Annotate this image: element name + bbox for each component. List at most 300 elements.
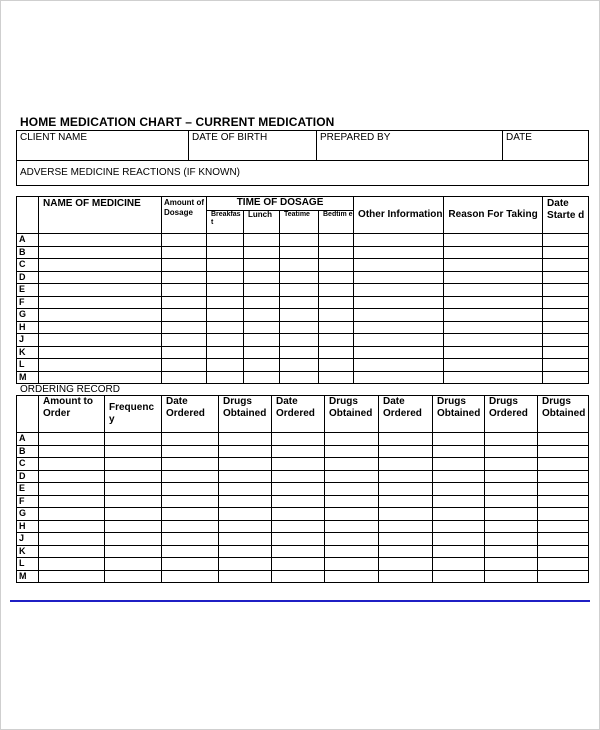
entry-cell[interactable] xyxy=(280,234,319,247)
entry-cell[interactable] xyxy=(444,309,543,322)
entry-cell[interactable] xyxy=(162,284,207,297)
entry-cell[interactable] xyxy=(379,470,433,483)
entry-cell[interactable] xyxy=(272,445,325,458)
entry-cell[interactable] xyxy=(219,520,272,533)
date-ordered-header: Date Ordered xyxy=(272,396,325,433)
entry-cell[interactable] xyxy=(444,346,543,359)
entry-cell[interactable] xyxy=(219,483,272,496)
entry-cell[interactable] xyxy=(272,470,325,483)
table-row xyxy=(17,321,589,334)
entry-cell[interactable] xyxy=(39,445,105,458)
entry-cell[interactable] xyxy=(162,321,207,334)
date-of-birth-label: DATE OF BIRTH xyxy=(192,132,268,143)
entry-cell[interactable] xyxy=(280,271,319,284)
entry-cell[interactable] xyxy=(272,495,325,508)
row-letter: D xyxy=(17,470,39,483)
entry-cell[interactable] xyxy=(105,520,162,533)
row-letter: A xyxy=(17,234,39,247)
entry-cell[interactable] xyxy=(485,533,538,546)
entry-cell[interactable] xyxy=(379,458,433,471)
table-row xyxy=(17,570,589,583)
entry-cell[interactable] xyxy=(379,520,433,533)
table-row xyxy=(17,445,589,458)
client-name-field[interactable] xyxy=(17,131,189,161)
row-letter: D xyxy=(17,271,39,284)
entry-cell[interactable] xyxy=(105,570,162,583)
entry-cell[interactable] xyxy=(354,259,444,272)
entry-cell[interactable] xyxy=(543,359,589,372)
entry-cell[interactable] xyxy=(162,296,207,309)
entry-cell[interactable] xyxy=(538,458,589,471)
entry-cell[interactable] xyxy=(207,234,244,247)
entry-cell[interactable] xyxy=(39,359,162,372)
entry-cell[interactable] xyxy=(485,545,538,558)
entry-cell[interactable] xyxy=(319,359,354,372)
entry-cell[interactable] xyxy=(162,508,219,521)
entry-cell[interactable] xyxy=(379,508,433,521)
entry-cell[interactable] xyxy=(538,495,589,508)
lunch-header: Lunch xyxy=(244,211,280,234)
entry-cell[interactable] xyxy=(39,259,162,272)
entry-cell[interactable] xyxy=(105,545,162,558)
entry-cell[interactable] xyxy=(162,246,207,259)
entry-cell[interactable] xyxy=(325,570,379,583)
entry-cell[interactable] xyxy=(207,271,244,284)
entry-cell[interactable] xyxy=(39,296,162,309)
entry-cell[interactable] xyxy=(325,458,379,471)
entry-cell[interactable] xyxy=(162,309,207,322)
entry-cell[interactable] xyxy=(543,284,589,297)
entry-cell[interactable] xyxy=(207,309,244,322)
entry-cell[interactable] xyxy=(280,359,319,372)
entry-cell[interactable] xyxy=(39,458,105,471)
date-ordered-header: Date Ordered xyxy=(162,396,219,433)
entry-cell[interactable] xyxy=(538,433,589,446)
entry-cell[interactable] xyxy=(39,346,162,359)
entry-cell[interactable] xyxy=(485,470,538,483)
entry-cell[interactable] xyxy=(379,495,433,508)
entry-cell[interactable] xyxy=(207,284,244,297)
entry-cell[interactable] xyxy=(272,558,325,571)
entry-cell[interactable] xyxy=(272,433,325,446)
entry-cell[interactable] xyxy=(379,445,433,458)
entry-cell[interactable] xyxy=(207,334,244,347)
entry-cell[interactable] xyxy=(39,309,162,322)
table-row xyxy=(17,234,589,247)
entry-cell[interactable] xyxy=(162,458,219,471)
entry-cell[interactable] xyxy=(444,321,543,334)
table-row xyxy=(17,284,589,297)
entry-cell[interactable] xyxy=(162,570,219,583)
entry-cell[interactable] xyxy=(433,470,485,483)
entry-cell[interactable] xyxy=(162,259,207,272)
entry-cell[interactable] xyxy=(105,458,162,471)
row-letter: B xyxy=(17,445,39,458)
table-row xyxy=(17,296,589,309)
entry-cell[interactable] xyxy=(538,570,589,583)
row-letter: J xyxy=(17,533,39,546)
table-row xyxy=(17,259,589,272)
entry-cell[interactable] xyxy=(39,371,162,384)
entry-cell[interactable] xyxy=(219,570,272,583)
entry-cell[interactable] xyxy=(543,334,589,347)
entry-cell[interactable] xyxy=(39,234,162,247)
entry-cell[interactable] xyxy=(538,520,589,533)
entry-cell[interactable] xyxy=(319,296,354,309)
entry-cell[interactable] xyxy=(219,533,272,546)
entry-cell[interactable] xyxy=(325,483,379,496)
entry-cell[interactable] xyxy=(280,259,319,272)
entry-cell[interactable] xyxy=(105,533,162,546)
entry-cell[interactable] xyxy=(325,470,379,483)
entry-cell[interactable] xyxy=(105,483,162,496)
row-letter: A xyxy=(17,433,39,446)
entry-cell[interactable] xyxy=(39,520,105,533)
entry-cell[interactable] xyxy=(105,445,162,458)
entry-cell[interactable] xyxy=(162,271,207,284)
entry-cell[interactable] xyxy=(162,533,219,546)
row-letter: C xyxy=(17,259,39,272)
entry-cell[interactable] xyxy=(354,334,444,347)
entry-cell[interactable] xyxy=(219,545,272,558)
entry-cell[interactable] xyxy=(162,234,207,247)
entry-cell[interactable] xyxy=(485,445,538,458)
row-letter: M xyxy=(17,570,39,583)
document-title: HOME MEDICATION CHART – CURRENT MEDICATION xyxy=(20,115,335,129)
entry-cell[interactable] xyxy=(244,259,280,272)
entry-cell[interactable] xyxy=(538,445,589,458)
entry-cell[interactable] xyxy=(433,433,485,446)
entry-cell[interactable] xyxy=(219,458,272,471)
entry-cell[interactable] xyxy=(39,558,105,571)
entry-cell[interactable] xyxy=(433,483,485,496)
table-row xyxy=(17,508,589,521)
date-ordered-header: Date Ordered xyxy=(379,396,433,433)
entry-cell[interactable] xyxy=(39,433,105,446)
entry-cell[interactable] xyxy=(485,570,538,583)
entry-cell[interactable] xyxy=(325,433,379,446)
entry-cell[interactable] xyxy=(325,495,379,508)
entry-cell[interactable] xyxy=(219,433,272,446)
entry-cell[interactable] xyxy=(444,296,543,309)
entry-cell[interactable] xyxy=(162,334,207,347)
entry-cell[interactable] xyxy=(433,533,485,546)
entry-cell[interactable] xyxy=(219,445,272,458)
entry-cell[interactable] xyxy=(244,271,280,284)
entry-cell[interactable] xyxy=(485,495,538,508)
entry-cell[interactable] xyxy=(433,458,485,471)
table-row xyxy=(17,558,589,571)
entry-cell[interactable] xyxy=(105,558,162,571)
entry-cell[interactable] xyxy=(379,545,433,558)
entry-cell[interactable] xyxy=(162,445,219,458)
entry-cell[interactable] xyxy=(319,321,354,334)
row-letter: F xyxy=(17,495,39,508)
entry-cell[interactable] xyxy=(444,234,543,247)
entry-cell[interactable] xyxy=(319,284,354,297)
entry-cell[interactable] xyxy=(162,371,207,384)
entry-cell[interactable] xyxy=(272,508,325,521)
entry-cell[interactable] xyxy=(207,259,244,272)
entry-cell[interactable] xyxy=(325,533,379,546)
entry-cell[interactable] xyxy=(219,508,272,521)
entry-cell[interactable] xyxy=(485,508,538,521)
entry-cell[interactable] xyxy=(379,570,433,583)
entry-cell[interactable] xyxy=(543,234,589,247)
drugs-obtained-header: Drugs Obtained xyxy=(433,396,485,433)
entry-cell[interactable] xyxy=(538,483,589,496)
entry-cell[interactable] xyxy=(433,545,485,558)
entry-cell[interactable] xyxy=(543,296,589,309)
prepared-by-field[interactable] xyxy=(317,131,503,161)
drugs-ordered-header: Drugs Ordered xyxy=(485,396,538,433)
table-row xyxy=(17,359,589,372)
entry-cell[interactable] xyxy=(354,321,444,334)
entry-cell[interactable] xyxy=(162,520,219,533)
entry-cell[interactable] xyxy=(280,346,319,359)
client-info-table xyxy=(16,130,589,186)
entry-cell[interactable] xyxy=(433,495,485,508)
other-information-header: Other Information xyxy=(354,197,444,234)
row-letter: G xyxy=(17,309,39,322)
adverse-reactions-label: ADVERSE MEDICINE REACTIONS (IF KNOWN) xyxy=(20,167,241,178)
row-letter: H xyxy=(17,321,39,334)
entry-cell[interactable] xyxy=(354,246,444,259)
amount-of-dosage-header: Amount of Dosage xyxy=(162,197,207,234)
entry-cell[interactable] xyxy=(162,470,219,483)
entry-cell[interactable] xyxy=(543,259,589,272)
adverse-reactions-field[interactable] xyxy=(17,161,589,186)
entry-cell[interactable] xyxy=(485,558,538,571)
row-letter: E xyxy=(17,284,39,297)
entry-cell[interactable] xyxy=(444,371,543,384)
entry-cell[interactable] xyxy=(244,371,280,384)
table-row xyxy=(17,458,589,471)
entry-cell[interactable] xyxy=(485,483,538,496)
entry-cell[interactable] xyxy=(244,309,280,322)
entry-cell[interactable] xyxy=(105,508,162,521)
entry-cell[interactable] xyxy=(319,309,354,322)
table-row xyxy=(17,371,589,384)
entry-cell[interactable] xyxy=(543,346,589,359)
entry-cell[interactable] xyxy=(39,284,162,297)
table-row xyxy=(17,334,589,347)
entry-cell[interactable] xyxy=(280,246,319,259)
teatime-header: Teatime xyxy=(280,211,319,234)
entry-cell[interactable] xyxy=(543,271,589,284)
entry-cell[interactable] xyxy=(207,321,244,334)
entry-cell[interactable] xyxy=(319,246,354,259)
footer-blue-rule xyxy=(10,600,590,602)
ord-corner-cell xyxy=(17,396,39,433)
entry-cell[interactable] xyxy=(325,520,379,533)
entry-cell[interactable] xyxy=(280,371,319,384)
entry-cell[interactable] xyxy=(39,334,162,347)
entry-cell[interactable] xyxy=(105,433,162,446)
table-row xyxy=(17,495,589,508)
entry-cell[interactable] xyxy=(325,445,379,458)
reason-for-taking-header: Reason For Taking xyxy=(444,197,543,234)
entry-cell[interactable] xyxy=(354,359,444,372)
entry-cell[interactable] xyxy=(162,346,207,359)
entry-cell[interactable] xyxy=(272,520,325,533)
entry-cell[interactable] xyxy=(105,495,162,508)
entry-cell[interactable] xyxy=(319,271,354,284)
entry-cell[interactable] xyxy=(433,508,485,521)
date-of-birth-field[interactable] xyxy=(189,131,317,161)
entry-cell[interactable] xyxy=(379,533,433,546)
entry-cell[interactable] xyxy=(162,545,219,558)
entry-cell[interactable] xyxy=(39,483,105,496)
entry-cell[interactable] xyxy=(162,359,207,372)
entry-cell[interactable] xyxy=(538,545,589,558)
entry-cell[interactable] xyxy=(162,495,219,508)
entry-cell[interactable] xyxy=(433,520,485,533)
entry-cell[interactable] xyxy=(280,321,319,334)
entry-cell[interactable] xyxy=(433,558,485,571)
table-row xyxy=(17,346,589,359)
entry-cell[interactable] xyxy=(39,545,105,558)
entry-cell[interactable] xyxy=(105,470,162,483)
row-letter: E xyxy=(17,483,39,496)
entry-cell[interactable] xyxy=(272,483,325,496)
entry-cell[interactable] xyxy=(207,296,244,309)
prepared-by-label: PREPARED BY xyxy=(320,132,391,143)
entry-cell[interactable] xyxy=(272,570,325,583)
table-row xyxy=(17,545,589,558)
row-letter: L xyxy=(17,359,39,372)
entry-cell[interactable] xyxy=(319,346,354,359)
entry-cell[interactable] xyxy=(244,246,280,259)
ordering-record-label: ORDERING RECORD xyxy=(20,384,121,395)
client-name-label: CLIENT NAME xyxy=(20,132,88,143)
entry-cell[interactable] xyxy=(354,346,444,359)
entry-cell[interactable] xyxy=(325,508,379,521)
entry-cell[interactable] xyxy=(162,483,219,496)
entry-cell[interactable] xyxy=(354,234,444,247)
entry-cell[interactable] xyxy=(219,558,272,571)
entry-cell[interactable] xyxy=(162,433,219,446)
table-row xyxy=(17,470,589,483)
entry-cell[interactable] xyxy=(39,533,105,546)
entry-cell[interactable] xyxy=(379,483,433,496)
entry-cell[interactable] xyxy=(325,545,379,558)
table-row xyxy=(17,483,589,496)
drugs-obtained-header: Drugs Obtained xyxy=(219,396,272,433)
entry-cell[interactable] xyxy=(39,321,162,334)
row-letter: F xyxy=(17,296,39,309)
entry-cell[interactable] xyxy=(272,533,325,546)
entry-cell[interactable] xyxy=(244,284,280,297)
entry-cell[interactable] xyxy=(444,284,543,297)
entry-cell[interactable] xyxy=(244,334,280,347)
entry-cell[interactable] xyxy=(538,533,589,546)
entry-cell[interactable] xyxy=(207,371,244,384)
table-row xyxy=(17,246,589,259)
row-letter: K xyxy=(17,545,39,558)
entry-cell[interactable] xyxy=(280,284,319,297)
entry-cell[interactable] xyxy=(543,309,589,322)
entry-cell[interactable] xyxy=(354,296,444,309)
entry-cell[interactable] xyxy=(39,570,105,583)
entry-cell[interactable] xyxy=(272,458,325,471)
entry-cell[interactable] xyxy=(444,271,543,284)
entry-cell[interactable] xyxy=(379,558,433,571)
entry-cell[interactable] xyxy=(207,246,244,259)
entry-cell[interactable] xyxy=(319,234,354,247)
row-letter: J xyxy=(17,334,39,347)
entry-cell[interactable] xyxy=(543,246,589,259)
date-field[interactable] xyxy=(503,131,589,161)
entry-cell[interactable] xyxy=(39,246,162,259)
time-of-dosage-header: TIME OF DOSAGE xyxy=(207,197,354,211)
entry-cell[interactable] xyxy=(219,470,272,483)
entry-cell[interactable] xyxy=(325,558,379,571)
entry-cell[interactable] xyxy=(538,508,589,521)
entry-cell[interactable] xyxy=(319,371,354,384)
entry-cell[interactable] xyxy=(444,334,543,347)
entry-cell[interactable] xyxy=(538,470,589,483)
drugs-obtained-header: Drugs Obtained xyxy=(538,396,589,433)
entry-cell[interactable] xyxy=(379,433,433,446)
table-row xyxy=(17,309,589,322)
entry-cell[interactable] xyxy=(444,246,543,259)
entry-cell[interactable] xyxy=(433,570,485,583)
entry-cell[interactable] xyxy=(39,508,105,521)
entry-cell[interactable] xyxy=(354,309,444,322)
entry-cell[interactable] xyxy=(39,271,162,284)
entry-cell[interactable] xyxy=(244,321,280,334)
entry-cell[interactable] xyxy=(543,371,589,384)
entry-cell[interactable] xyxy=(219,495,272,508)
entry-cell[interactable] xyxy=(485,520,538,533)
entry-cell[interactable] xyxy=(280,334,319,347)
entry-cell[interactable] xyxy=(244,359,280,372)
entry-cell[interactable] xyxy=(280,309,319,322)
drugs-obtained-header: Drugs Obtained xyxy=(325,396,379,433)
row-letter: H xyxy=(17,520,39,533)
row-letter: G xyxy=(17,508,39,521)
entry-cell[interactable] xyxy=(39,470,105,483)
row-letter: L xyxy=(17,558,39,571)
entry-cell[interactable] xyxy=(207,346,244,359)
entry-cell[interactable] xyxy=(319,334,354,347)
entry-cell[interactable] xyxy=(244,296,280,309)
entry-cell[interactable] xyxy=(39,495,105,508)
entry-cell[interactable] xyxy=(433,445,485,458)
entry-cell[interactable] xyxy=(354,271,444,284)
entry-cell[interactable] xyxy=(485,458,538,471)
entry-cell[interactable] xyxy=(444,359,543,372)
entry-cell[interactable] xyxy=(538,558,589,571)
ordering-table xyxy=(16,395,589,583)
entry-cell[interactable] xyxy=(244,346,280,359)
entry-cell[interactable] xyxy=(207,359,244,372)
breakfast-header: Breakfas t xyxy=(207,211,244,234)
entry-cell[interactable] xyxy=(244,234,280,247)
entry-cell[interactable] xyxy=(444,259,543,272)
entry-cell[interactable] xyxy=(485,433,538,446)
entry-cell[interactable] xyxy=(319,259,354,272)
entry-cell[interactable] xyxy=(543,321,589,334)
entry-cell[interactable] xyxy=(280,296,319,309)
med-corner-cell xyxy=(17,197,39,234)
entry-cell[interactable] xyxy=(162,558,219,571)
entry-cell[interactable] xyxy=(272,545,325,558)
entry-cell[interactable] xyxy=(354,371,444,384)
entry-cell[interactable] xyxy=(354,284,444,297)
table-row xyxy=(17,433,589,446)
